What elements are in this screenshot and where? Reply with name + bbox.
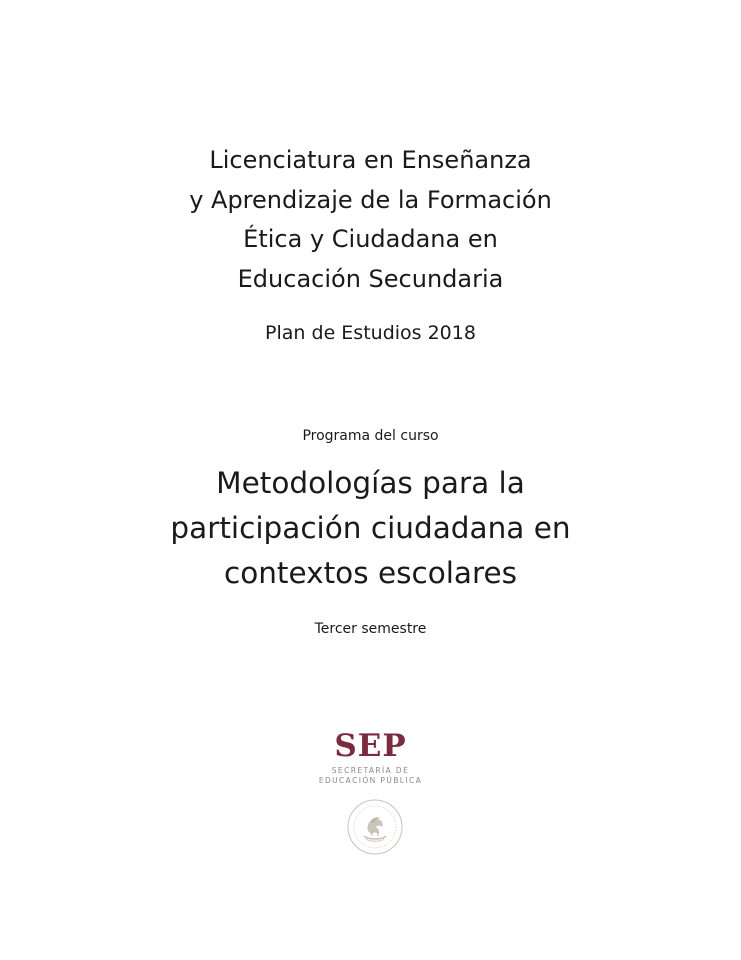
mexico-coat-of-arms-icon — [346, 798, 404, 856]
program-title-line: Ética y Ciudadana en — [243, 225, 498, 253]
program-title — [0, 141, 741, 299]
course-title-line: Metodologías para la — [216, 466, 525, 500]
course-kicker: Programa del curso — [302, 428, 439, 444]
course-title-line: participación ciudadana en — [170, 511, 571, 545]
program-title-line: y Aprendizaje de la Formación — [189, 185, 552, 214]
course-title-line: contextos escolares — [223, 556, 518, 590]
sep-logo-subtitle-line: EDUCACIÓN PÚBLICA — [318, 776, 423, 785]
program-title-line: Licenciatura en Enseñanza — [209, 146, 532, 174]
sep-logo-subtitle-line: SECRETARÍA DE — [331, 766, 410, 775]
course-title — [0, 461, 741, 596]
study-plan-label: Plan de Estudios 2018 — [265, 322, 476, 344]
semester-label: Tercer semestre — [314, 621, 427, 637]
program-title-line: Educación Secundaria — [237, 264, 504, 293]
sep-logo — [0, 726, 741, 786]
sep-logo-mark: SEP — [334, 728, 407, 764]
